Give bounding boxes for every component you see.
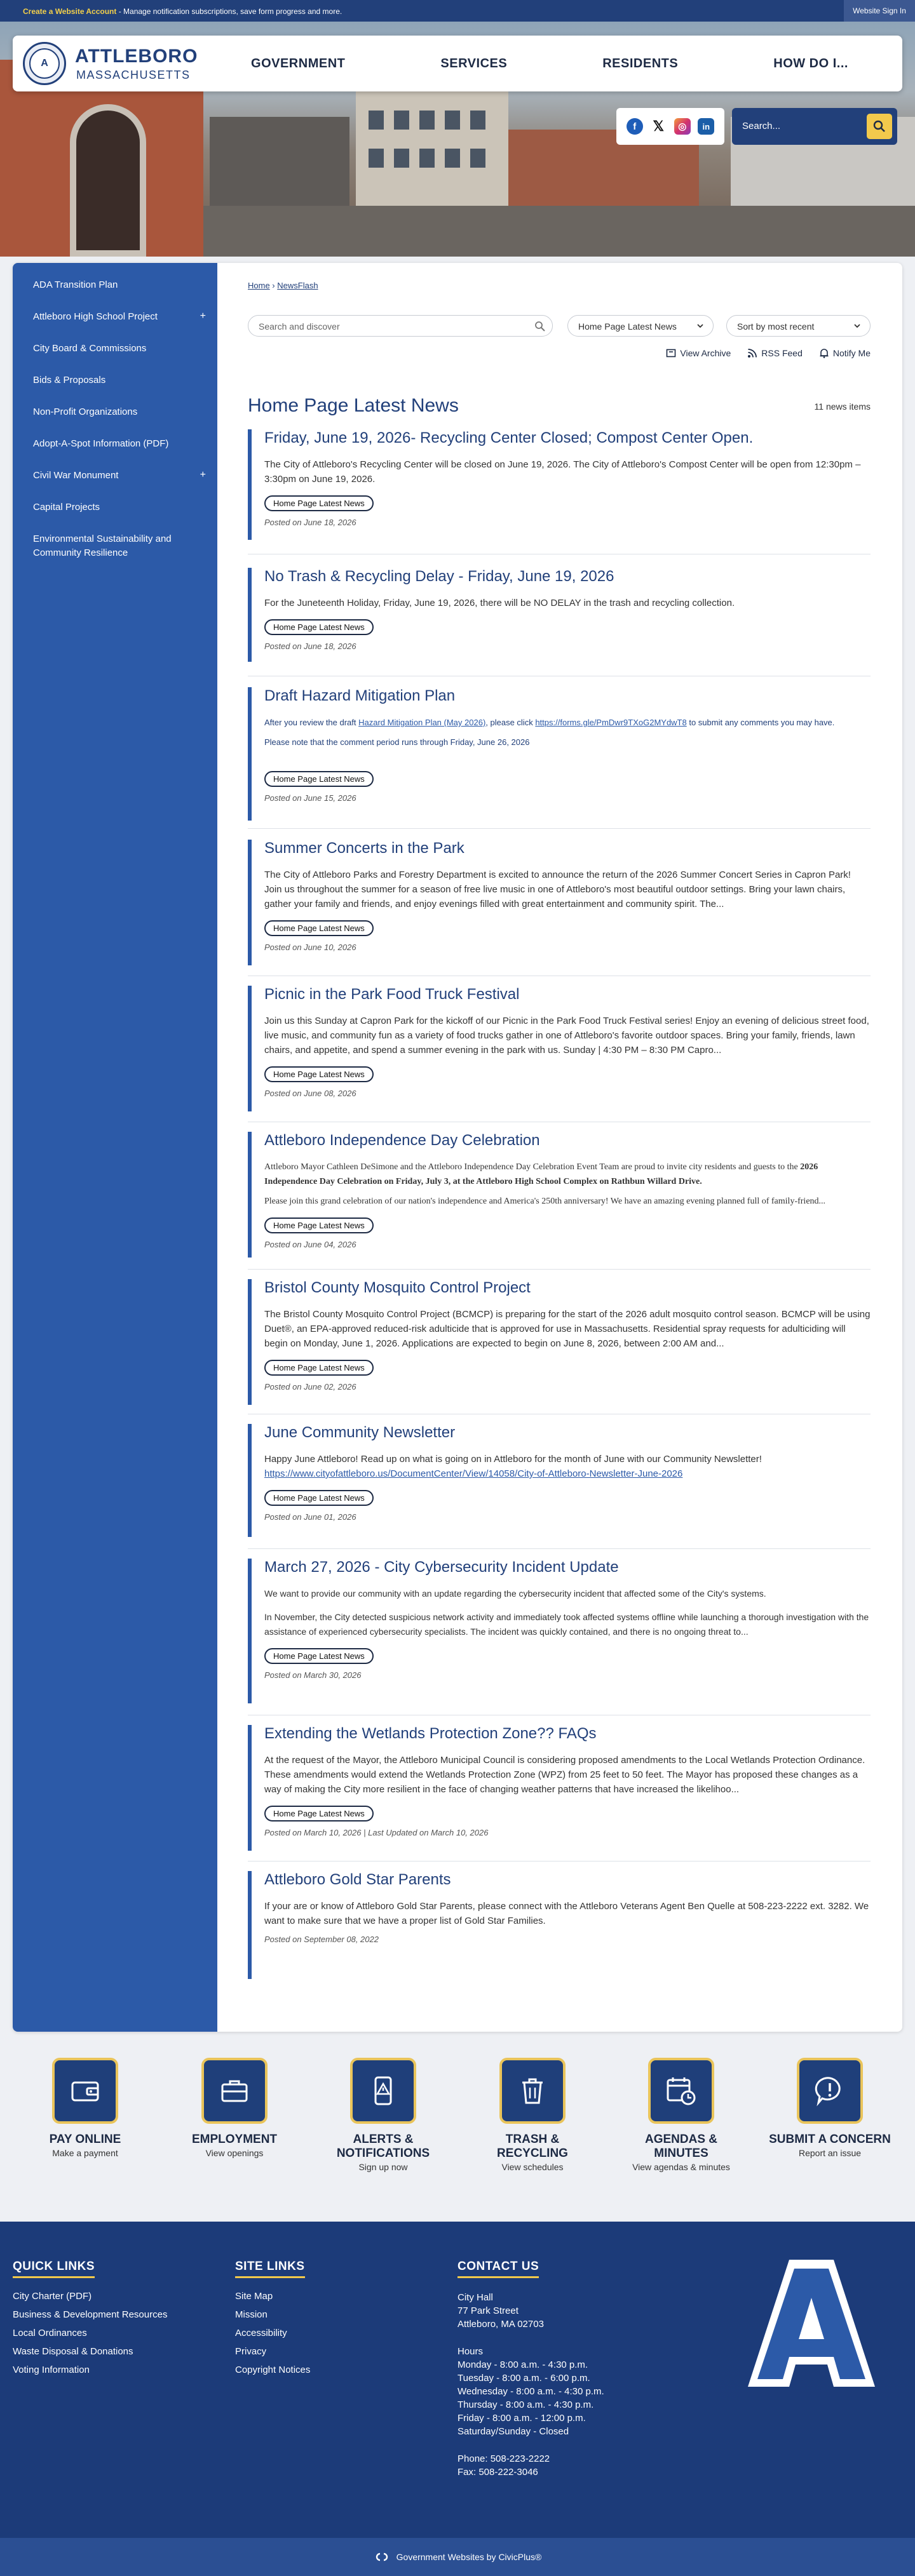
calendar-clock-icon — [648, 2058, 714, 2124]
briefcase-icon — [201, 2058, 268, 2124]
category-tag-button[interactable]: Home Page Latest News — [264, 771, 374, 787]
breadcrumb: Home › NewsFlash — [248, 281, 318, 290]
account-notice-text: - Manage notification subscriptions, save form progress and more. — [116, 7, 342, 16]
category-tag-button[interactable]: Home Page Latest News — [264, 1806, 374, 1821]
sidebar-item-high-school[interactable]: Attleboro High School Project + — [33, 311, 206, 322]
news-summary: After you review the draft Hazard Mitigation Plan (May 2026), please click https://forms.gle/PmDwr9TXoG2MYdwT8 to submit any comments you may have. — [264, 718, 835, 727]
sidebar-nav — [13, 263, 217, 2032]
breadcrumb-home[interactable]: Home — [248, 281, 270, 290]
page-title: Home Page Latest News — [248, 395, 459, 416]
news-title-link[interactable]: Attleboro Independence Day Celebration — [264, 1132, 540, 1149]
posted-date: Posted on June 10, 2026 — [264, 943, 356, 952]
news-title-link[interactable]: Picnic in the Park Food Truck Festival — [264, 986, 520, 1003]
sidebar-item-bids[interactable]: Bids & Proposals — [33, 375, 106, 386]
create-account-link[interactable]: Create a Website Account — [23, 7, 117, 16]
contact-phone[interactable]: Phone: 508-223-2222 — [458, 2453, 550, 2464]
social-links — [616, 108, 724, 145]
news-summary: The City of Attleboro Parks and Forestry Department is excited to announce the return of the 2026 Summer Concert Series in Capron Park! Join us throughout the summer for a season of free live music in one of Attleboro's most beautiful outdoor settings. Bring your lawn chairs, gather your family and friends, and enjoy evenings filled with great entertainment and community spirit. The... — [264, 869, 851, 909]
news-item — [248, 840, 871, 965]
divider — [248, 1269, 871, 1270]
sidebar-item-civil-war[interactable]: Civil War Monument + — [33, 469, 206, 481]
archive-icon — [666, 348, 676, 358]
tile-agendas[interactable]: AGENDAS & MINUTES View agendas & minutes — [618, 2058, 745, 2172]
news-summary: The Bristol County Mosquito Control Project (BCMCP) is preparing for the start of the 2026 adult mosquito control season. BCMCP will be using Duet®, an EPA-approved reduced-risk adulticide that is approved for use in Massachusetts. Residential spray requests for adulticiding will begin on Monday, June 1, 2026. Applications are expected to begin on June 8, 2026, between 2:00 AM and... — [264, 1309, 871, 1349]
news-summary: Happy June Attleboro! Read up on what is going on in Attleboro for the month of June with our Community Newsletter! https://www.cityofattleboro.us/DocumentCenter/View/14058/City-of-Attleboro-Newsletter-June-2026 — [264, 1454, 762, 1479]
sidebar-item-adopt-a-spot[interactable]: Adopt-A-Spot Information (PDF) — [33, 438, 169, 449]
posted-date: Posted on June 18, 2026 — [264, 641, 356, 651]
trash-icon — [499, 2058, 566, 2124]
news-summary: We want to provide our community with an update regarding the cybersecurity incident that affected some of the City's systems. — [264, 1588, 766, 1599]
site-footer — [0, 2222, 915, 2538]
posted-date: Posted on March 30, 2026 — [264, 1670, 362, 1680]
tile-trash[interactable]: TRASH & RECYCLING View schedules — [469, 2058, 596, 2172]
news-item — [248, 1871, 871, 1979]
posted-date: Posted on June 15, 2026 — [264, 793, 356, 803]
footer-link[interactable]: Accessibility — [235, 2328, 287, 2338]
civicplus-logo-icon — [374, 2552, 390, 2562]
news-item — [248, 429, 871, 540]
posted-date: Posted on June 18, 2026 — [264, 518, 356, 527]
linkedin-icon[interactable]: in — [698, 118, 714, 135]
bell-icon — [819, 348, 829, 358]
account-notice — [23, 7, 342, 16]
news-summary-more: Please join this grand celebration of our nation's independence and America's 250th anniversary! We have an amazing evening planned full of family-friend... — [264, 1197, 826, 1206]
footer-site-links: SITE LINKS Site Map Mission Accessibility Privacy Copyright Notices — [235, 2260, 311, 2375]
footer-link[interactable]: Waste Disposal & Donations — [13, 2346, 133, 2357]
nav-how-do-i[interactable]: HOW DO I... — [773, 56, 848, 70]
newsletter-link[interactable]: https://www.cityofattleboro.us/DocumentCenter/View/14058/City-of-Attleboro-Newsletter-June-2026 — [264, 1468, 683, 1479]
category-tag-button[interactable]: Home Page Latest News — [264, 1218, 374, 1233]
rss-icon — [747, 348, 757, 358]
hazard-plan-link[interactable]: Hazard Mitigation Plan (May 2026) — [358, 718, 486, 727]
news-tools — [248, 348, 871, 358]
expand-plus-icon[interactable]: + — [200, 311, 206, 321]
news-title-link[interactable]: Draft Hazard Mitigation Plan — [264, 687, 456, 704]
sidebar-item-capital-projects[interactable]: Capital Projects — [33, 502, 100, 513]
category-tag-button[interactable]: Home Page Latest News — [264, 1360, 374, 1376]
site-header — [13, 36, 902, 91]
news-summary: The City of Attleboro's Recycling Center will be closed on June 19, 2026. The City of Attleboro's Compost Center will be open from 12:30pm –3:30pm on June 19, 2026. — [264, 459, 861, 485]
category-select[interactable]: Home Page Latest News — [567, 315, 714, 337]
news-summary: Join us this Sunday at Capron Park for the kickoff of our Picnic in the Park Food Truck Festival series! Enjoy an evening of delicious street food, live music, and community fun as a variety of food trucks gather in one of Attleboro's favorite outdoor spaces. Bring your family, friends, lawn chairs, and appetite, and spend a summer evening in the park with us. Sunday | 4:30 PM – 8:30 PM Capro... — [264, 1016, 869, 1056]
site-search-input[interactable]: Search... — [742, 121, 781, 131]
tile-submit-concern[interactable]: SUBMIT A CONCERN Report an issue — [766, 2058, 893, 2158]
sidebar-item-ada[interactable]: ADA Transition Plan — [33, 279, 118, 290]
news-item — [248, 986, 871, 1111]
alert-phone-icon — [350, 2058, 416, 2124]
chevron-down-icon — [696, 322, 704, 330]
tile-pay-online[interactable]: PAY ONLINE Make a payment — [22, 2058, 149, 2158]
footer-link[interactable]: Voting Information — [13, 2365, 90, 2375]
attleboro-a-logo-icon — [738, 2253, 884, 2399]
category-tag-button[interactable]: Home Page Latest News — [264, 920, 374, 936]
view-archive-link[interactable]: View Archive — [666, 348, 731, 358]
quick-links-tiles — [13, 2058, 902, 2185]
facebook-icon[interactable]: f — [627, 118, 643, 135]
news-summary-note: Please note that the comment period runs through Friday, June 26, 2026 — [264, 737, 530, 747]
nav-government[interactable]: GOVERNMENT — [251, 56, 346, 70]
news-title-link[interactable]: Friday, June 19, 2026- Recycling Center Closed; Compost Center Open. — [264, 429, 754, 446]
news-count: 11 news items — [814, 401, 871, 412]
news-search-input[interactable]: Search and discover — [248, 315, 553, 337]
news-title-link[interactable]: Attleboro Gold Star Parents — [264, 1871, 451, 1888]
logo-state-name: MASSACHUSETTS — [76, 69, 191, 81]
news-summary: At the request of the Mayor, the Attleboro Municipal Council is considering proposed amendments to the Local Wetlands Protection Ordinance. These amendments would extend the Wetlands Protection Zone (WPZ) from 25 feet to 50 feet. The Mayor has proposed these changes as a way of making the City more resilient in the face of changing weather patterns that have increased the likelihoo... — [264, 1755, 865, 1795]
news-summary: Attleboro Mayor Cathleen DeSimone and the Attleboro Independence Day Celebration Event Team are proud to invite city residents and guests to the 2026 Independence Day Celebration on Friday, July 3, at the Attleboro High School Complex on Rathbun Willard Drive. — [264, 1162, 818, 1186]
posted-date: Posted on September 08, 2022 — [264, 1935, 379, 1944]
news-item — [248, 1279, 871, 1405]
news-item — [248, 687, 871, 821]
content-card — [13, 263, 902, 2032]
hero-street — [203, 206, 915, 257]
nav-residents[interactable]: RESIDENTS — [602, 56, 679, 70]
rss-feed-link[interactable]: RSS Feed — [747, 348, 803, 358]
concern-bubble-icon — [797, 2058, 863, 2124]
top-utility-bar — [0, 0, 915, 22]
sidebar-item-boards[interactable]: City Board & Commissions — [33, 343, 147, 354]
category-tag-button[interactable]: Home Page Latest News — [264, 619, 374, 635]
posted-date: Posted on June 02, 2026 — [264, 1382, 356, 1392]
category-tag-button[interactable]: Home Page Latest News — [264, 495, 374, 511]
divider — [248, 1861, 871, 1862]
posted-date: Posted on March 10, 2026 | Last Updated on March 10, 2026 — [264, 1828, 489, 1837]
news-list-header — [248, 395, 871, 417]
contact-fax: Fax: 508-222-3046 — [458, 2467, 538, 2478]
city-seal-icon: A — [23, 42, 66, 85]
x-twitter-icon[interactable]: 𝕏 — [650, 118, 667, 135]
news-title-link[interactable]: March 27, 2026 - City Cybersecurity Incident Update — [264, 1559, 619, 1576]
footer-link[interactable]: Local Ordinances — [13, 2328, 87, 2338]
search-icon — [534, 321, 546, 332]
contact-address: City Hall 77 Park Street Attleboro, MA 02703 Hours Monday - 8:00 a.m. - 4:30 p.m. Tuesday - 8:00 a.m. - 6:00 p.m. Wednesday - 8:00 a.m. - 4:30 p.m. Thursday - 8:00 a.m. - 4:30 p.m. Friday - 8:00 a.m. - 12:00 p.m. Saturday/Sunday - Closed Phone: 508-223-2222 Fax: 508-222-3046 — [458, 2292, 604, 2478]
news-item — [248, 1424, 871, 1537]
news-item — [248, 568, 871, 662]
news-item — [248, 1132, 871, 1258]
news-summary-more: In November, the City detected suspicious network activity and immediately took affected systems offline while launching a thorough investigation with the assistance of experienced cybersecurity specialists. The incident was quickly contained, and there is no ongoing threat to... — [264, 1612, 869, 1637]
news-title-link[interactable]: Extending the Wetlands Protection Zone?? FAQs — [264, 1725, 597, 1742]
posted-date: Posted on June 04, 2026 — [264, 1240, 356, 1249]
hero-roof — [210, 117, 349, 212]
sidebar-item-non-profit[interactable]: Non-Profit Organizations — [33, 406, 138, 417]
footer-quick-links: QUICK LINKS City Charter (PDF) Business & Development Resources Local Ordinances Waste Disposal & Donations Voting Information — [13, 2260, 168, 2375]
footer-link[interactable]: Copyright Notices — [235, 2365, 311, 2375]
category-tag-button[interactable]: Home Page Latest News — [264, 1648, 374, 1664]
city-logo[interactable] — [23, 42, 198, 85]
powered-by-bar — [0, 2538, 915, 2576]
sort-select[interactable]: Sort by most recent — [726, 315, 871, 337]
news-title-link[interactable]: No Trash & Recycling Delay - Friday, June 19, 2026 — [264, 568, 614, 585]
sign-in-button[interactable]: Website Sign In — [844, 0, 915, 22]
footer-link[interactable]: Site Map — [235, 2291, 273, 2302]
divider — [248, 1548, 871, 1549]
footer-link[interactable]: City Charter (PDF) — [13, 2291, 92, 2302]
tile-alerts[interactable]: ALERTS & NOTIFICATIONS Sign up now — [320, 2058, 447, 2172]
footer-link[interactable]: Privacy — [235, 2346, 267, 2357]
footer-link[interactable]: Business & Development Resources — [13, 2309, 168, 2320]
search-icon — [873, 120, 886, 133]
news-title-link[interactable]: Summer Concerts in the Park — [264, 840, 464, 857]
footer-contact: CONTACT US City Hall 77 Park Street Attleboro, MA 02703 Hours Monday - 8:00 a.m. - 4:30 p.m. Tuesday - 8:00 a.m. - 6:00 p.m. Wednesday - 8:00 a.m. - 4:30 p.m. Thursday - 8:00 a.m. - 4:30 p.m. Friday - 8:00 a.m. - 12:00 p.m. Saturday/Sunday - Closed Phone: 508-223-2222 Fax: 508-222-3046 — [458, 2260, 604, 2478]
breadcrumb-current[interactable]: NewsFlash — [277, 281, 318, 290]
expand-plus-icon[interactable]: + — [200, 469, 206, 480]
civicplus-link[interactable]: Government Websites by CivicPlus® — [396, 2552, 542, 2562]
news-summary: For the Juneteenth Holiday, Friday, June 19, 2026, there will be NO DELAY in the trash and recycling collection. — [264, 598, 735, 608]
divider — [248, 828, 871, 829]
search-button[interactable] — [867, 114, 892, 139]
site-search[interactable] — [732, 108, 897, 145]
news-title-link[interactable]: June Community Newsletter — [264, 1424, 456, 1441]
news-item — [248, 1559, 871, 1703]
sidebar-item-sustainability[interactable]: Environmental Sustainability and Community Resilience — [33, 533, 172, 558]
news-item — [248, 1725, 871, 1851]
hero-arched-window — [70, 104, 146, 257]
chevron-down-icon — [853, 322, 861, 330]
posted-date: Posted on June 01, 2026 — [264, 1512, 356, 1522]
comment-form-link[interactable]: https://forms.gle/PmDwr9TXoG2MYdwT8 — [535, 718, 687, 727]
news-title-link[interactable]: Bristol County Mosquito Control Project — [264, 1279, 531, 1296]
logo-city-name: ATTLEBORO — [75, 46, 198, 67]
instagram-icon[interactable]: ◎ — [674, 118, 691, 135]
news-summary: If your are or know of Attleboro Gold Star Parents, please connect with the Attleboro Veterans Agent Ben Quelle at 508-223-2222 ext. 3282. We want to make sure that we have a proper list of Gold Star Families. — [264, 1901, 869, 1926]
posted-date: Posted on June 08, 2026 — [264, 1089, 356, 1098]
notify-me-link[interactable]: Notify Me — [819, 348, 871, 358]
wallet-icon — [52, 2058, 118, 2124]
category-tag-button[interactable]: Home Page Latest News — [264, 1066, 374, 1082]
footer-link[interactable]: Mission — [235, 2309, 268, 2320]
nav-services[interactable]: SERVICES — [440, 56, 508, 70]
tile-employment[interactable]: EMPLOYMENT View openings — [171, 2058, 298, 2158]
main-navigation — [203, 36, 896, 91]
category-tag-button[interactable]: Home Page Latest News — [264, 1490, 374, 1506]
news-main — [248, 263, 871, 2032]
